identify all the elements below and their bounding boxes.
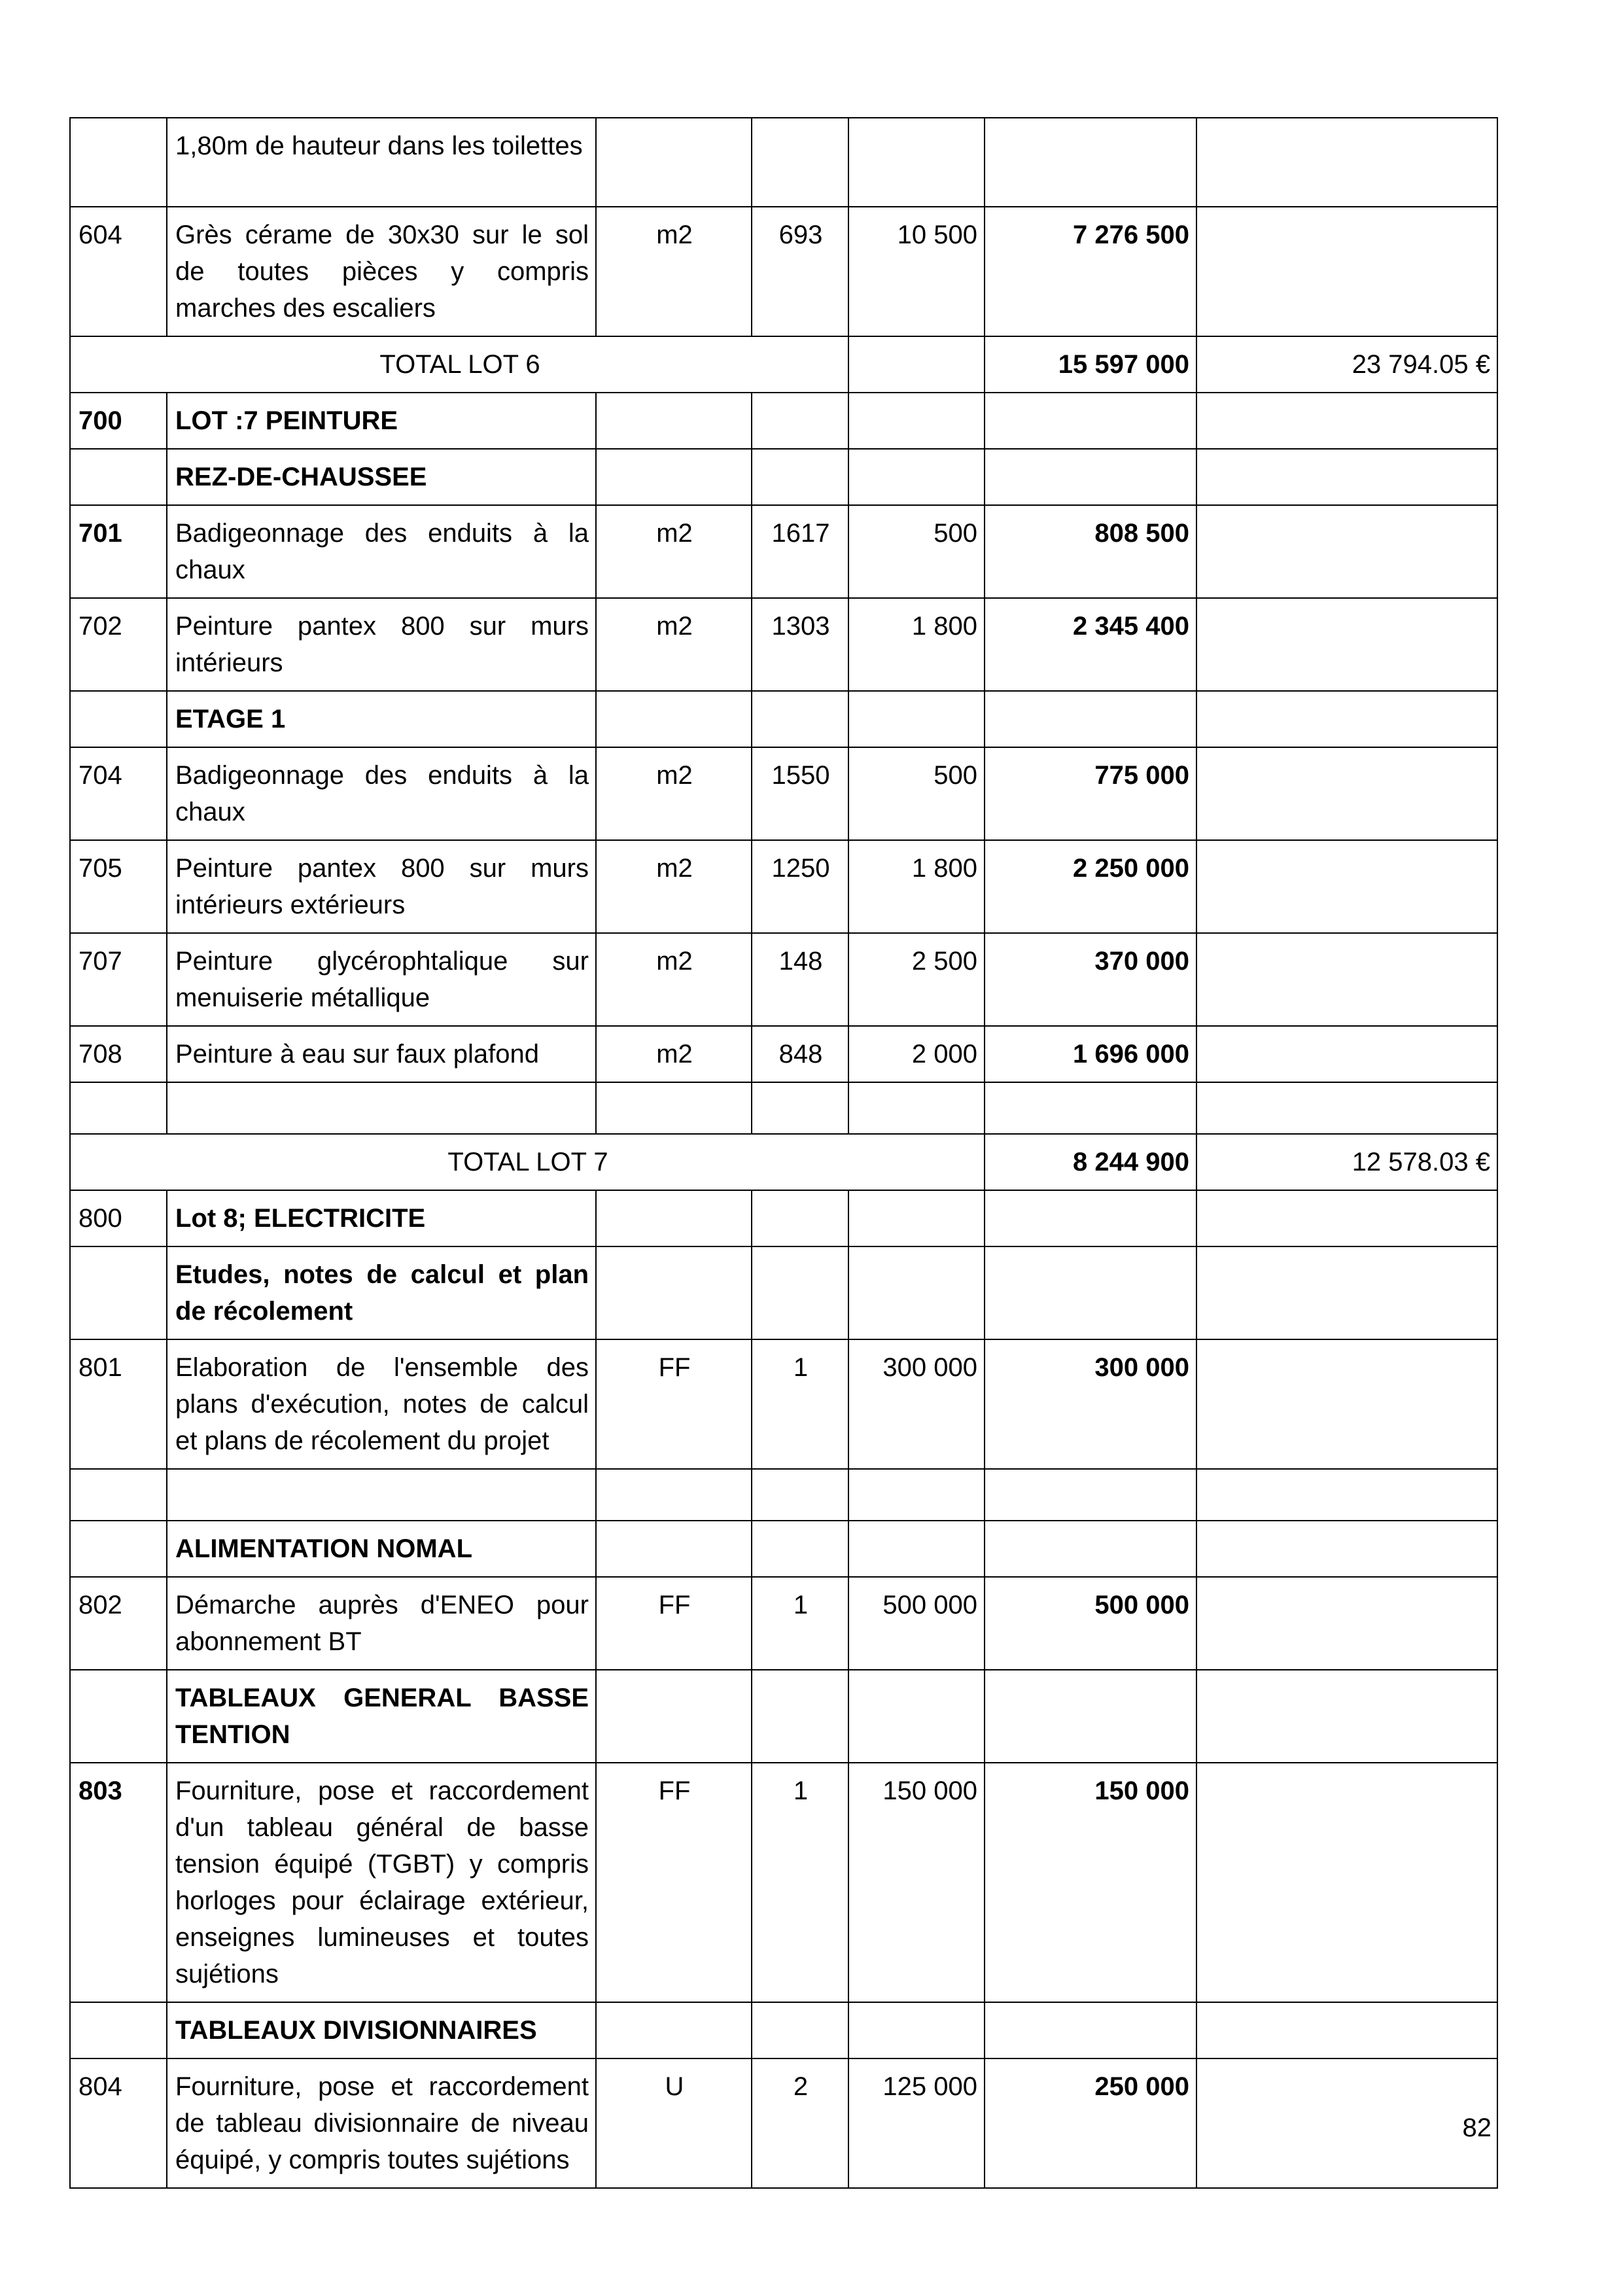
item-unit-price-cell: 2 000 xyxy=(848,1026,985,1082)
item-unit-price-cell xyxy=(848,2002,985,2058)
item-amount-cell xyxy=(985,449,1196,505)
item-unit-cell: FF xyxy=(596,1577,752,1670)
item-code-cell: 802 xyxy=(70,1577,167,1670)
item-description-cell: TABLEAUX DIVISIONNAIRES xyxy=(167,2002,596,2058)
item-euro-cell xyxy=(1196,1577,1497,1670)
item-unit-cell xyxy=(596,1246,752,1339)
item-quantity-cell: 1303 xyxy=(752,598,848,691)
item-description-cell: Badigeonnage des enduits à la chaux xyxy=(167,747,596,840)
item-euro-cell xyxy=(1196,1190,1497,1246)
item-quantity-cell xyxy=(752,449,848,505)
item-unit-cell: m2 xyxy=(596,840,752,933)
table-row xyxy=(70,1190,1497,1246)
total-euro-cell: 12 578.03 € xyxy=(1196,1134,1497,1190)
total-amount-cell: 8 244 900 xyxy=(985,1134,1196,1190)
item-quantity-cell: 848 xyxy=(752,1026,848,1082)
item-unit-cell xyxy=(596,393,752,449)
item-amount-cell: 250 000 xyxy=(985,2058,1196,2188)
item-code-cell xyxy=(70,1246,167,1339)
item-amount-cell xyxy=(985,118,1196,207)
item-euro-cell xyxy=(1196,207,1497,336)
table-row xyxy=(70,2002,1497,2058)
item-unit-price-cell xyxy=(848,1246,985,1339)
item-code-cell xyxy=(70,1521,167,1577)
item-unit-cell: m2 xyxy=(596,505,752,598)
item-code-cell: 801 xyxy=(70,1339,167,1469)
item-amount-cell: 808 500 xyxy=(985,505,1196,598)
item-description-cell: Fourniture, pose et raccordement de tableau divisionnaire de niveau équipé, y compris toutes sujétions xyxy=(167,2058,596,2188)
item-quantity-cell: 693 xyxy=(752,207,848,336)
item-description-cell: Peinture pantex 800 sur murs intérieurs xyxy=(167,598,596,691)
item-amount-cell: 150 000 xyxy=(985,1763,1196,2002)
item-unit-price-cell: 500 000 xyxy=(848,1577,985,1670)
item-unit-cell xyxy=(596,691,752,747)
item-code-cell: 800 xyxy=(70,1190,167,1246)
item-description-cell: Lot 8; ELECTRICITE xyxy=(167,1190,596,1246)
total-row xyxy=(70,1134,1497,1190)
item-quantity-cell xyxy=(752,1469,848,1521)
item-quantity-cell: 1 xyxy=(752,1339,848,1469)
item-code-cell: 604 xyxy=(70,207,167,336)
item-amount-cell xyxy=(985,2002,1196,2058)
item-quantity-cell xyxy=(752,1190,848,1246)
item-unit-cell: m2 xyxy=(596,933,752,1026)
item-unit-cell xyxy=(596,1190,752,1246)
item-euro-cell xyxy=(1196,1521,1497,1577)
item-unit-price-cell: 10 500 xyxy=(848,207,985,336)
item-unit-cell: m2 xyxy=(596,747,752,840)
item-code-cell: 701 xyxy=(70,505,167,598)
item-quantity-cell xyxy=(752,1521,848,1577)
item-quantity-cell xyxy=(752,1246,848,1339)
item-code-cell: 705 xyxy=(70,840,167,933)
table-row xyxy=(70,1246,1497,1339)
item-unit-cell xyxy=(596,1670,752,1763)
item-description-cell: Grès cérame de 30x30 sur le sol de toutes pièces y compris marches des escaliers xyxy=(167,207,596,336)
item-unit-cell xyxy=(596,1469,752,1521)
item-code-cell xyxy=(70,1670,167,1763)
item-amount-cell: 300 000 xyxy=(985,1339,1196,1469)
table-row xyxy=(70,1670,1497,1763)
table-row xyxy=(70,747,1497,840)
item-unit-price-cell: 500 xyxy=(848,747,985,840)
item-euro-cell xyxy=(1196,1763,1497,2002)
item-description-cell: Peinture glycérophtalique sur menuiserie métallique xyxy=(167,933,596,1026)
item-code-cell xyxy=(70,1082,167,1134)
item-description-cell: Elaboration de l'ensemble des plans d'exécution, notes de calcul et plans de récolement du projet xyxy=(167,1339,596,1469)
item-unit-price-cell xyxy=(848,1521,985,1577)
item-amount-cell: 500 000 xyxy=(985,1577,1196,1670)
item-euro-cell xyxy=(1196,691,1497,747)
item-euro-cell xyxy=(1196,449,1497,505)
item-euro-cell xyxy=(1196,933,1497,1026)
item-description-cell: REZ-DE-CHAUSSEE xyxy=(167,449,596,505)
item-unit-price-cell: 125 000 xyxy=(848,2058,985,2188)
item-unit-cell xyxy=(596,449,752,505)
total-label: TOTAL LOT 6 xyxy=(70,336,848,393)
page-number: 82 xyxy=(1462,2113,1492,2142)
item-description-cell: Peinture pantex 800 sur murs intérieurs extérieurs xyxy=(167,840,596,933)
item-amount-cell xyxy=(985,1082,1196,1134)
table-row xyxy=(70,1339,1497,1469)
item-euro-cell xyxy=(1196,393,1497,449)
table-row xyxy=(70,2058,1497,2188)
table-row xyxy=(70,840,1497,933)
item-quantity-cell xyxy=(752,1670,848,1763)
item-euro-cell xyxy=(1196,2002,1497,2058)
item-amount-cell xyxy=(985,1670,1196,1763)
item-code-cell xyxy=(70,449,167,505)
item-quantity-cell: 1617 xyxy=(752,505,848,598)
item-code-cell: 708 xyxy=(70,1026,167,1082)
item-quantity-cell: 1 xyxy=(752,1763,848,2002)
item-unit-price-cell: 300 000 xyxy=(848,1339,985,1469)
item-amount-cell xyxy=(985,1190,1196,1246)
item-description-cell: Badigeonnage des enduits à la chaux xyxy=(167,505,596,598)
item-quantity-cell: 1550 xyxy=(752,747,848,840)
table-row xyxy=(70,505,1497,598)
item-amount-cell: 2 250 000 xyxy=(985,840,1196,933)
item-unit-price-cell: 1 800 xyxy=(848,840,985,933)
item-euro-cell xyxy=(1196,505,1497,598)
item-amount-cell xyxy=(985,691,1196,747)
item-quantity-cell: 2 xyxy=(752,2058,848,2188)
table-row xyxy=(70,1521,1497,1577)
item-unit-cell: m2 xyxy=(596,1026,752,1082)
item-euro-cell xyxy=(1196,1670,1497,1763)
item-quantity-cell: 1250 xyxy=(752,840,848,933)
table-row xyxy=(70,598,1497,691)
item-euro-cell xyxy=(1196,118,1497,207)
item-description-cell xyxy=(167,1469,596,1521)
item-euro-cell xyxy=(1196,1469,1497,1521)
item-unit-price-cell xyxy=(848,1670,985,1763)
item-euro-cell xyxy=(1196,1026,1497,1082)
item-euro-cell xyxy=(1196,598,1497,691)
item-unit-cell: m2 xyxy=(596,598,752,691)
item-unit-price-cell xyxy=(848,1082,985,1134)
item-unit-cell xyxy=(596,118,752,207)
item-description-cell: ALIMENTATION NOMAL xyxy=(167,1521,596,1577)
item-amount-cell xyxy=(985,1246,1196,1339)
item-unit-cell: U xyxy=(596,2058,752,2188)
total-amount-cell: 15 597 000 xyxy=(985,336,1196,393)
item-code-cell: 704 xyxy=(70,747,167,840)
item-code-cell xyxy=(70,118,167,207)
item-euro-cell xyxy=(1196,1339,1497,1469)
item-quantity-cell xyxy=(752,118,848,207)
item-unit-price-cell: 150 000 xyxy=(848,1763,985,2002)
item-unit-price-cell: 500 xyxy=(848,505,985,598)
item-code-cell: 702 xyxy=(70,598,167,691)
item-quantity-cell xyxy=(752,1082,848,1134)
item-description-cell: TABLEAUX GENERAL BASSE TENTION xyxy=(167,1670,596,1763)
item-unit-price-cell xyxy=(848,691,985,747)
item-quantity-cell: 1 xyxy=(752,1577,848,1670)
item-euro-cell xyxy=(1196,840,1497,933)
total-row xyxy=(70,336,1497,393)
item-unit-price-cell xyxy=(848,1469,985,1521)
item-amount-cell: 2 345 400 xyxy=(985,598,1196,691)
total-label: TOTAL LOT 7 xyxy=(70,1134,985,1190)
item-unit-price-cell xyxy=(848,118,985,207)
item-description-cell: LOT :7 PEINTURE xyxy=(167,393,596,449)
bill-of-quantities-table xyxy=(69,117,1498,2189)
item-amount-cell: 7 276 500 xyxy=(985,207,1196,336)
item-amount-cell: 370 000 xyxy=(985,933,1196,1026)
item-description-cell: ETAGE 1 xyxy=(167,691,596,747)
table-row xyxy=(70,1469,1497,1521)
item-amount-cell xyxy=(985,1469,1196,1521)
table-row xyxy=(70,1082,1497,1134)
item-code-cell: 700 xyxy=(70,393,167,449)
item-unit-price-cell: 1 800 xyxy=(848,598,985,691)
item-amount-cell: 1 696 000 xyxy=(985,1026,1196,1082)
empty-cell xyxy=(848,336,985,393)
item-code-cell: 707 xyxy=(70,933,167,1026)
item-quantity-cell: 148 xyxy=(752,933,848,1026)
item-unit-price-cell xyxy=(848,449,985,505)
item-description-cell: Peinture à eau sur faux plafond xyxy=(167,1026,596,1082)
total-euro-cell: 23 794.05 € xyxy=(1196,336,1497,393)
item-quantity-cell xyxy=(752,393,848,449)
item-description-cell: Démarche auprès d'ENEO pour abonnement BT xyxy=(167,1577,596,1670)
table-row xyxy=(70,1577,1497,1670)
item-code-cell xyxy=(70,1469,167,1521)
table-row xyxy=(70,449,1497,505)
item-unit-cell xyxy=(596,1521,752,1577)
table-row xyxy=(70,1026,1497,1082)
item-description-cell: Etudes, notes de calcul et plan de récolement xyxy=(167,1246,596,1339)
item-unit-cell xyxy=(596,2002,752,2058)
item-amount-cell: 775 000 xyxy=(985,747,1196,840)
item-amount-cell xyxy=(985,1521,1196,1577)
item-unit-cell: m2 xyxy=(596,207,752,336)
item-amount-cell xyxy=(985,393,1196,449)
item-unit-price-cell: 2 500 xyxy=(848,933,985,1026)
item-euro-cell xyxy=(1196,1246,1497,1339)
table-row xyxy=(70,393,1497,449)
item-description-cell xyxy=(167,1082,596,1134)
item-unit-price-cell xyxy=(848,1190,985,1246)
item-code-cell xyxy=(70,2002,167,2058)
item-quantity-cell xyxy=(752,691,848,747)
item-description-cell: Fourniture, pose et raccordement d'un tableau général de basse tension équipé (TGBT) y compris horloges pour éclairage extérieur, enseignes lumineuses et toutes sujétions xyxy=(167,1763,596,2002)
item-code-cell: 803 xyxy=(70,1763,167,2002)
item-code-cell: 804 xyxy=(70,2058,167,2188)
item-euro-cell xyxy=(1196,747,1497,840)
item-unit-cell: FF xyxy=(596,1763,752,2002)
item-description-cell: 1,80m de hauteur dans les toilettes xyxy=(167,118,596,207)
table-row xyxy=(70,118,1497,207)
item-unit-cell: FF xyxy=(596,1339,752,1469)
item-code-cell xyxy=(70,691,167,747)
item-quantity-cell xyxy=(752,2002,848,2058)
item-euro-cell xyxy=(1196,1082,1497,1134)
table-row xyxy=(70,1763,1497,2002)
table-row xyxy=(70,691,1497,747)
item-unit-price-cell xyxy=(848,393,985,449)
table-row xyxy=(70,207,1497,336)
table-row xyxy=(70,933,1497,1026)
item-unit-cell xyxy=(596,1082,752,1134)
